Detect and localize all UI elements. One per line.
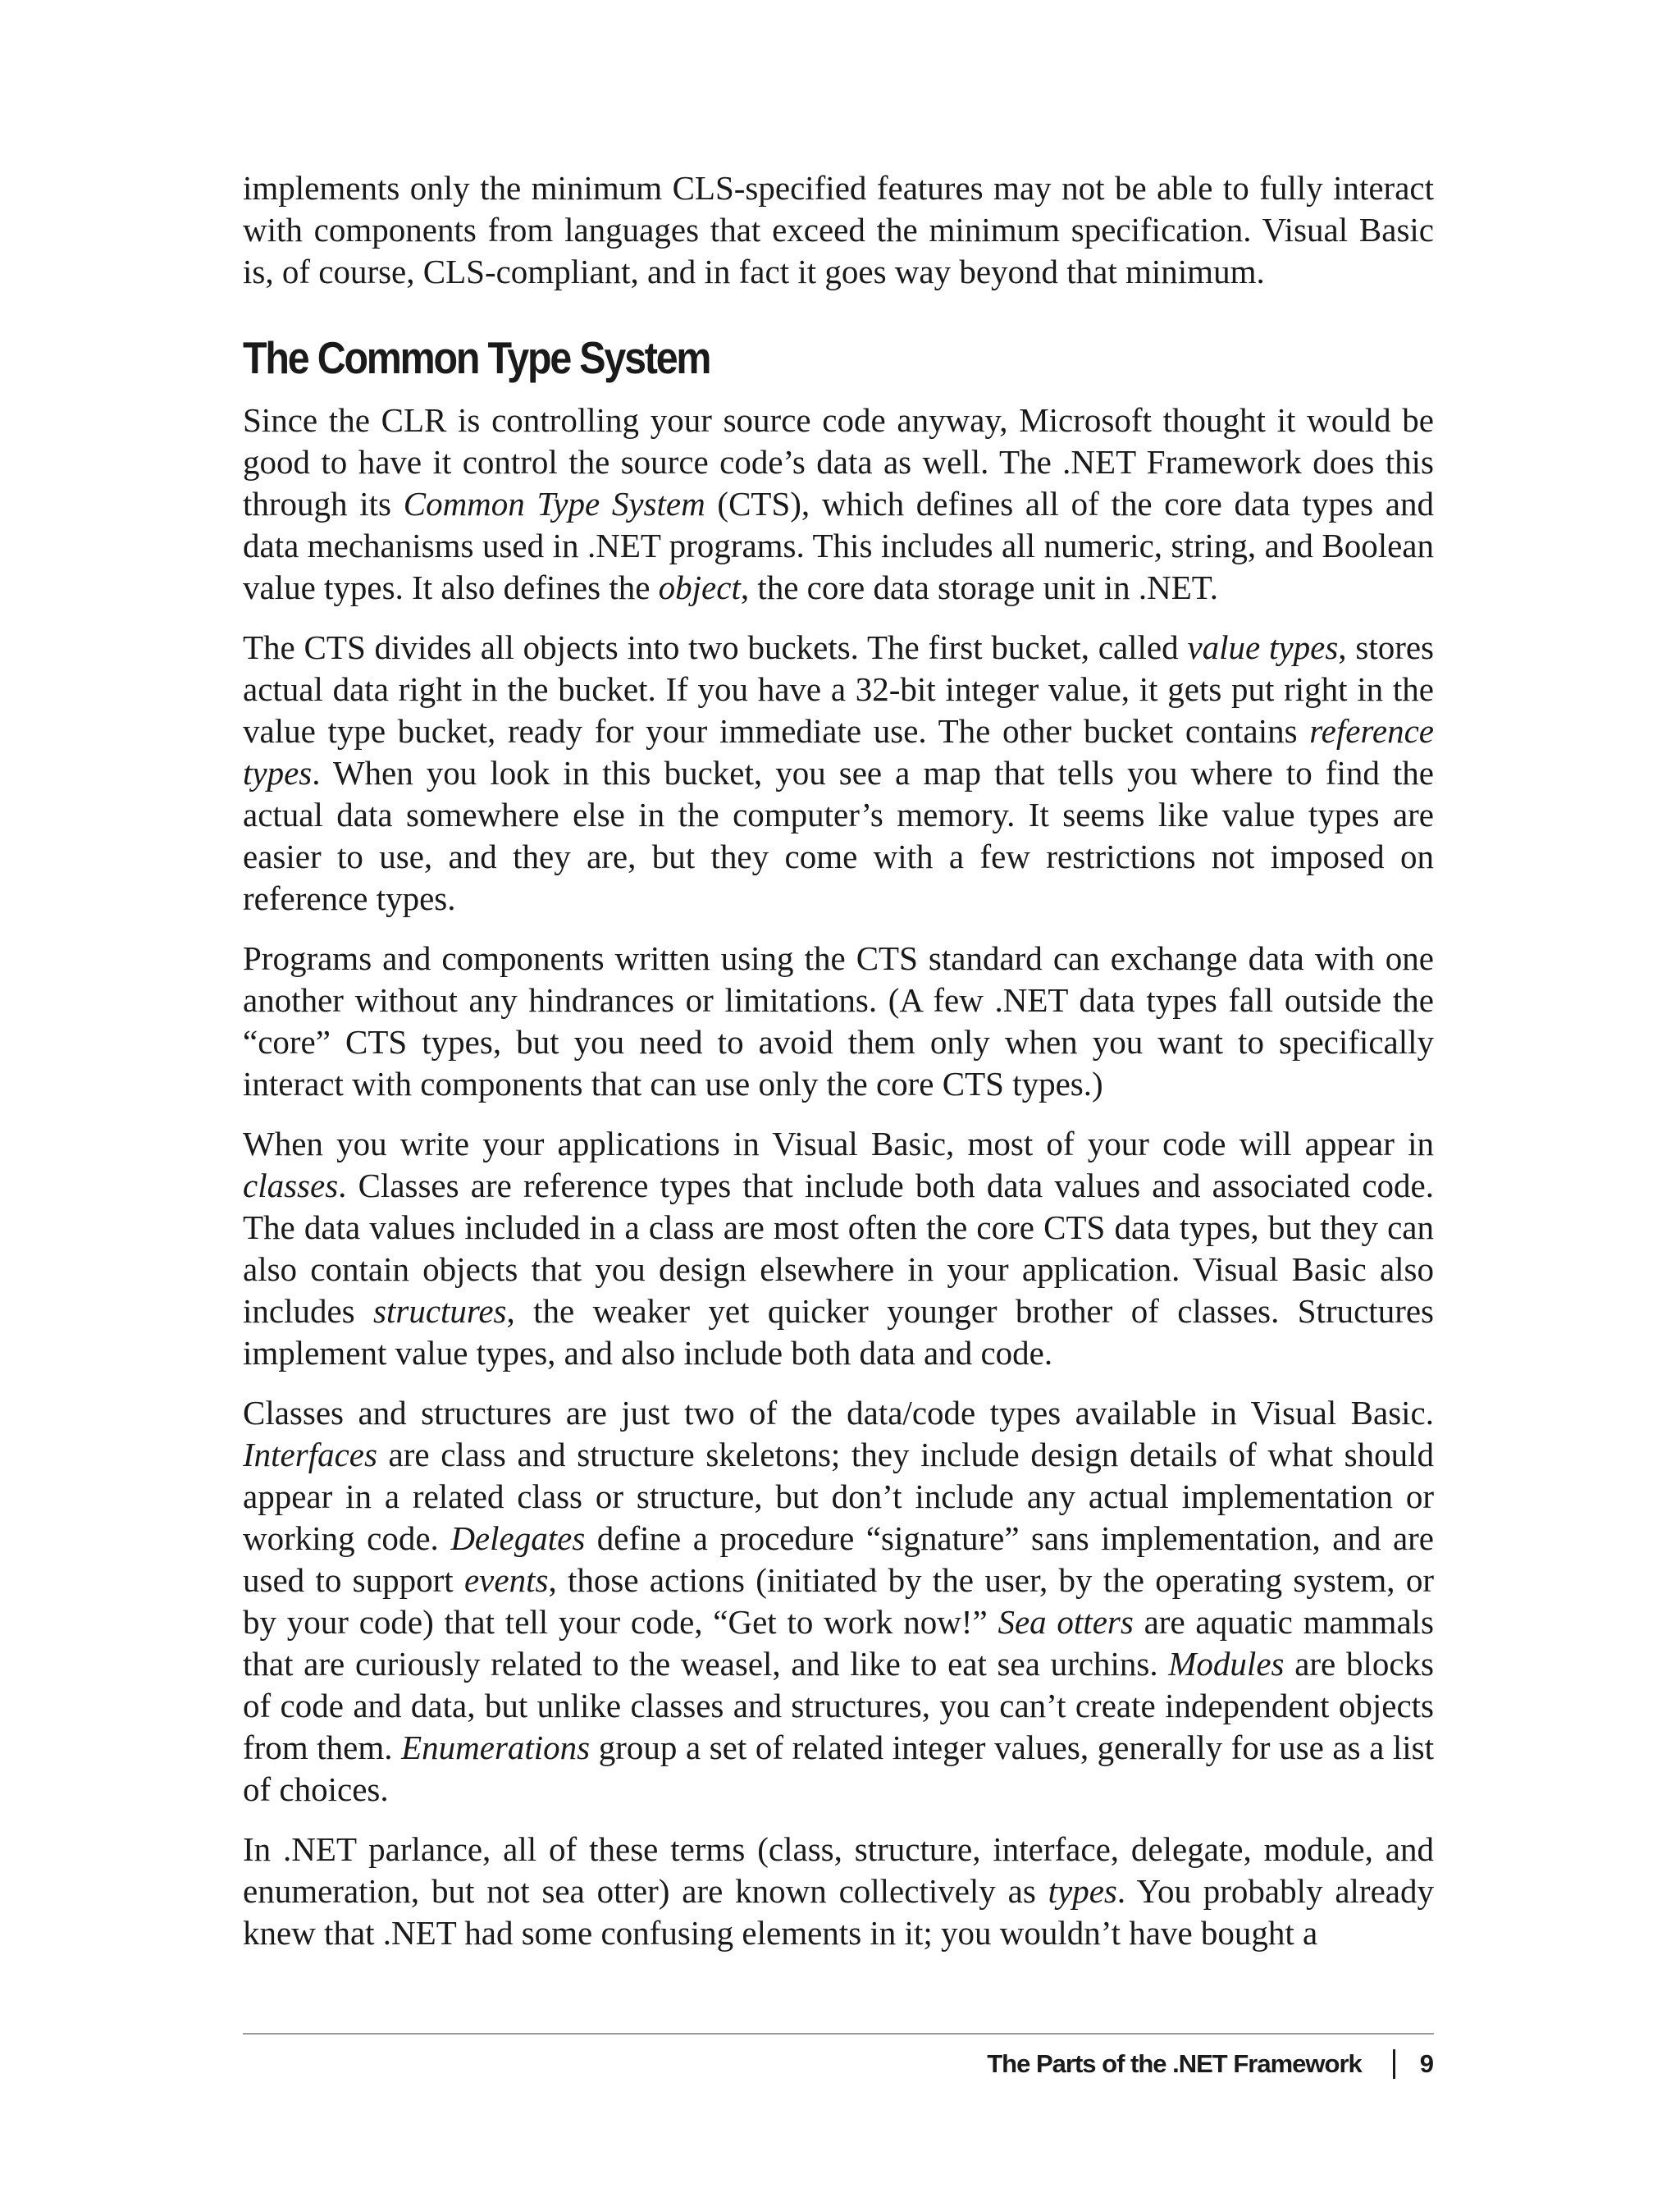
- term-reference-types: reference types: [243, 712, 1434, 792]
- paragraph-exchange: Programs and components written using the CTS standard can exchange data with one another without any hindrances or limitations. (A few .NET data types fall outside the “core” CTS types, but you need to avoid them only when you want to specifically interact with components that can use only the core CTS types.): [243, 939, 1434, 1103]
- page-number: 9: [1419, 2049, 1434, 2078]
- paragraph-buckets: The CTS divides all objects into two buckets. The first bucket, called value types, stores actual data right in the bucket. If you have a 32-bit integer value, it gets put right in the value type bucket, ready for your immediate use. The other bucket contains reference types. When you look in this bucket, you see a map that tells you where to find the actual data somewhere else in the computer’s memory. It seems like value types are easier to use, and they are, but they come with a few restrictions not imposed on reference types.: [243, 628, 1435, 917]
- term-value-types: value types: [1187, 628, 1339, 666]
- running-title: The Parts of the .NET Framework: [987, 2049, 1362, 2078]
- term-interfaces: Interfaces: [243, 1436, 377, 1473]
- term-sea-otters: Sea otters: [998, 1603, 1134, 1641]
- paragraph-classes: When you write your applications in Visual Basic, most of your code will appear in classes. Classes are reference types that include both data values and associated code. The data values included in a class are most often the core CTS data types, but they can also contain objects that you design elsewhere in your application. Visual Basic also includes structures, the weaker yet quicker younger brother of classes. Structures implement value types, and also include both data and code.: [243, 1125, 1434, 1372]
- term-structures: structures: [373, 1292, 507, 1330]
- section-heading: The Common Type System: [243, 332, 710, 383]
- term-delegates: Delegates: [450, 1519, 586, 1557]
- footer-separator: [1393, 2049, 1395, 2079]
- paragraph-cts-intro: Since the CLR is controlling your source code anyway, Microsoft thought it would be good to have it control the source code’s data as well. The .NET Framework does this through its Common Type System (CTS), which defines all of the core data types and data mechanisms used in .NET programs. This includes all numeric, string, and Boolean value types. It also defines the object, the core data storage unit in .NET.: [243, 401, 1434, 606]
- term-types: types: [1048, 1872, 1117, 1910]
- term-classes: classes: [243, 1167, 339, 1204]
- term-events: events: [463, 1561, 549, 1599]
- paragraph-type-kinds: Classes and structures are just two of the data/code types available in Visual Basic. Interfaces are class and structure skeletons; they include design details of what should appear in a related class or structure, but don’t include any actual implementation or working code. Delegates define a procedure “signature” sans implementation, and are used to support events, those actions (initiated by the user, by the operating system, or by your code) that tell your code, “Get to work now!” Sea otters are aquatic mammals that are curiously related to the weasel, and like to eat sea urchins. Modules are blocks of code and data, but unlike classes and structures, you can’t create independent objects from them. Enumerations group a set of related integer values, generally for use as a list of choices.: [243, 1394, 1435, 1808]
- term-modules: Modules: [1168, 1645, 1285, 1683]
- term-common-type-system: Common Type System: [403, 485, 705, 523]
- page-body: [243, 167, 1434, 1972]
- paragraph-types: In .NET parlance, all of these terms (class, structure, interface, delegate, module, and enumeration, but not sea otter) are known collectively as types. You probably already knew that .NET had some confusing elements in it; you wouldn’t have bought a: [243, 1830, 1434, 1952]
- paragraph-continued: implements only the minimum CLS-specified features may not be able to fully interact with components from languages that exceed the minimum specification. Visual Basic is, of course, CLS-compliant, and in fact it goes way beyond that minimum.: [243, 169, 1434, 290]
- footer-rule: [243, 2033, 1434, 2035]
- term-object: object: [658, 569, 741, 606]
- page-footer: [987, 2048, 1434, 2080]
- term-enumerations: Enumerations: [401, 1729, 591, 1766]
